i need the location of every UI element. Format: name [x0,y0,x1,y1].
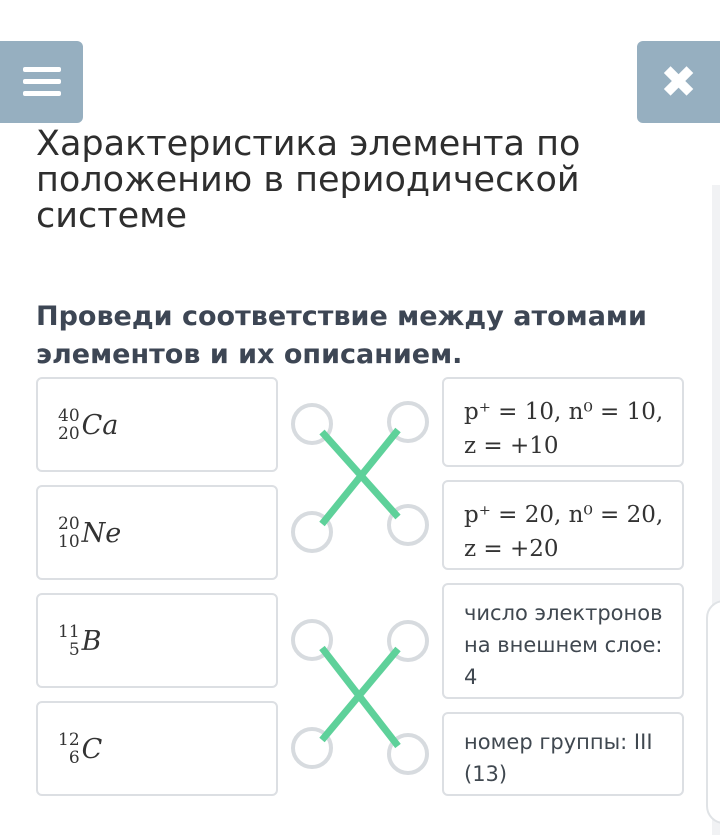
mass-number: 12 [58,730,80,750]
atomic-number: 6 [68,748,80,768]
page-title: Характеристика элемента по положению в периодической системе [36,124,581,236]
close-icon: ✖ [660,56,697,108]
mass-number: 11 [58,622,80,642]
task-instruction: Проведи соответствие между атомами элементов и их описанием. [36,301,647,370]
mass-number: 40 [58,406,80,426]
atomic-number: 5 [68,640,80,660]
side-panel-tab[interactable] [706,600,720,824]
mass-number: 20 [58,514,80,534]
description-formula: p⁺ = 20, n⁰ = 20, z = +20 [464,502,664,562]
atomic-number: 10 [58,532,80,552]
description-formula: p⁺ = 10, n⁰ = 10, z = +10 [464,399,664,459]
element-symbol: C [81,733,103,765]
atomic-number: 20 [58,424,80,444]
element-symbol: Ca [81,409,119,441]
element-symbol: B [81,625,102,657]
description-text: число электронов на внешнем слое: 4 [464,601,663,689]
element-symbol: Ne [81,517,122,549]
description-text: номер группы: III (13) [464,730,653,786]
